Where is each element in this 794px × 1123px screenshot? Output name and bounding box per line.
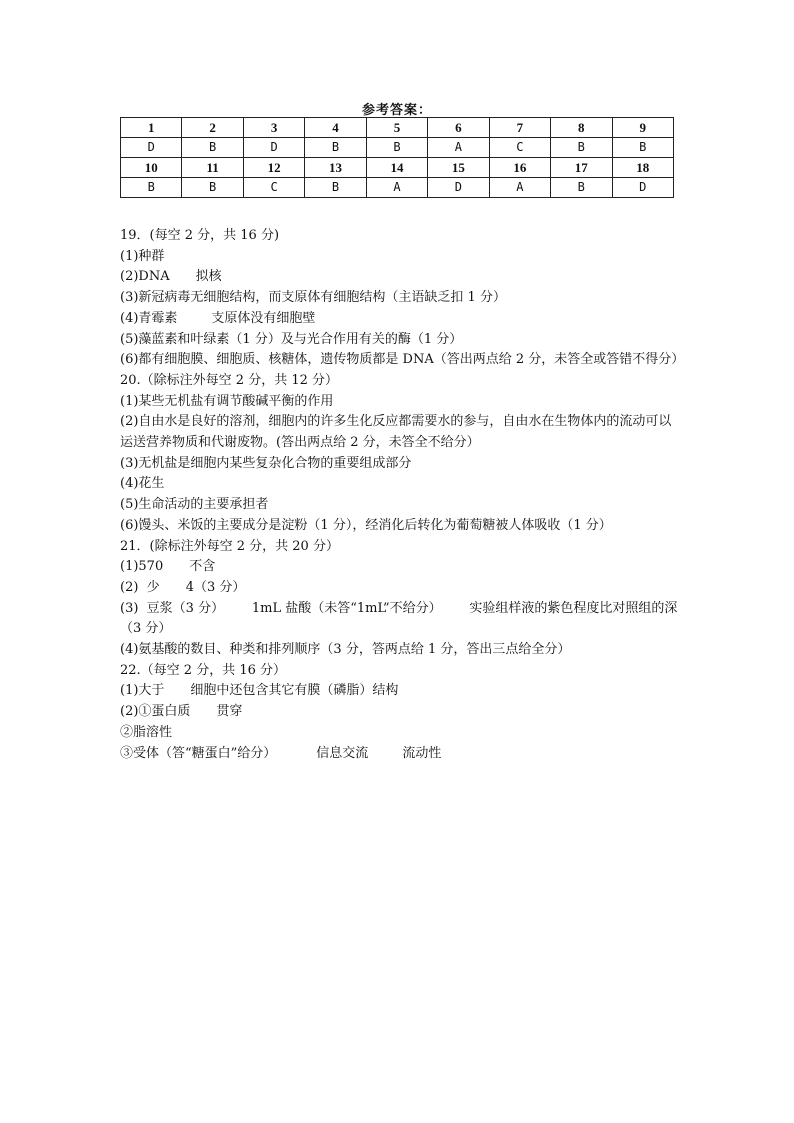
q22-answer-3b: 信息交流 xyxy=(316,745,369,761)
q21-answer-2 xyxy=(120,578,680,599)
answer-table-cell: 11 xyxy=(182,158,243,178)
q22-answer-3 xyxy=(120,744,680,765)
q22-answer-1b: 细胞中还包含其它有膜（磷脂）结构 xyxy=(190,683,399,699)
answer-table-cell: 18 xyxy=(612,158,674,178)
answer-table-cell: 2 xyxy=(182,118,243,138)
q20-answer-1: (1)某些无机盐有调节酸碱平衡的作用 xyxy=(120,393,334,409)
answer-table-cell: 3 xyxy=(243,118,304,138)
answer-table-cell: 15 xyxy=(428,158,489,178)
answer-body xyxy=(120,226,685,764)
answer-table-cell: 4 xyxy=(305,118,366,138)
q21-answer-2b: 4（3 分） xyxy=(185,579,246,595)
answer-table-cell: 5 xyxy=(366,118,427,138)
answer-table-cell: 16 xyxy=(489,158,550,178)
answer-table-cell: A xyxy=(366,178,427,198)
answer-table-cell: 7 xyxy=(489,118,550,138)
answer-table-cell: 13 xyxy=(305,158,366,178)
answer-table-cell: B xyxy=(612,138,674,158)
q22-answer-3c: 流动性 xyxy=(402,745,442,761)
answer-table-cell: C xyxy=(243,178,304,198)
answer-table-cell: D xyxy=(243,138,304,158)
q21-answer-3: (3) 豆浆（3 分） 1mL 盐酸（未答“1mL”不给分） 实验组样液的紫色程度比对照组的深（3 分） xyxy=(120,600,678,637)
q21-answer-4: (4)氨基酸的数目、种类和排列顺序（3 分，答两点给 1 分，答出三点给全分） xyxy=(120,642,571,658)
answer-table-cell: D xyxy=(428,178,489,198)
answer-table xyxy=(120,117,674,198)
q21-answer-1a: (1)570 xyxy=(120,559,164,575)
q20-answer-6: (6)馒头、米饭的主要成分是淀粉（1 分），经消化后转化为葡萄糖被人体吸收（1 分） xyxy=(120,517,612,533)
answer-table-cell: C xyxy=(489,138,550,158)
q22-answer-1 xyxy=(120,681,680,702)
q22-answer-2a: (2)①蛋白质 xyxy=(120,704,191,720)
answer-table-cell: A xyxy=(489,178,550,198)
q22-answer-2b: 贯穿 xyxy=(216,704,243,720)
q19-answer-5: (5)藻蓝素和叶绿素（1 分）及与光合作用有关的酶（1 分） xyxy=(120,331,463,347)
q22-answer-2 xyxy=(120,702,680,723)
q19-header: 19．(每空 2 分，共 16 分) xyxy=(120,228,280,243)
q19-answer-1: (1)种群 xyxy=(120,248,165,264)
q20-answer-5: (5)生命活动的主要承担者 xyxy=(120,497,269,513)
q20-answer-3: (3)无机盐是细胞内某些复杂化合物的重要组成部分 xyxy=(120,455,412,471)
answer-table-cell: 9 xyxy=(612,118,674,138)
answer-table-cell: B xyxy=(182,138,243,158)
answer-table-answer-row xyxy=(121,178,674,198)
q19-answer-2a: (2)DNA xyxy=(120,269,170,285)
answer-table-cell: 6 xyxy=(428,118,489,138)
answer-table-number-row xyxy=(121,158,674,178)
answer-table-cell: B xyxy=(121,178,182,198)
q21-answer-2a: (2) 少 xyxy=(120,579,160,595)
q19-answer-2b: 拟核 xyxy=(195,269,222,285)
q22-answer-2c: ②脂溶性 xyxy=(120,724,173,740)
answer-table-cell: B xyxy=(366,138,427,158)
q19-answer-4 xyxy=(120,309,680,330)
q20-answer-4: (4)花生 xyxy=(120,476,165,492)
q20-answer-2: (2)自由水是良好的溶剂，细胞内的许多生化反应都需要水的参与，自由水在生物体内的流动可以运送营养物质和代谢废物。(答出两点给 2 分，未答全不给分） xyxy=(120,414,672,451)
answer-table-cell: B xyxy=(305,178,366,198)
answer-table-cell: 17 xyxy=(551,158,612,178)
answer-table-cell: 10 xyxy=(121,158,182,178)
answer-table-cell: D xyxy=(612,178,674,198)
answer-table-cell: 12 xyxy=(243,158,304,178)
q21-header: 21．(除标注外每空 2 分，共 20 分） xyxy=(120,538,339,554)
answer-table-cell: 1 xyxy=(121,118,182,138)
answer-table-cell: B xyxy=(305,138,366,158)
q19-answer-2 xyxy=(120,267,680,288)
q22-answer-1a: (1)大于 xyxy=(120,683,165,699)
page-title: 参考答案： xyxy=(361,103,432,118)
q21-answer-1 xyxy=(120,557,680,578)
answer-table-cell: 8 xyxy=(551,118,612,138)
answer-table-cell: B xyxy=(182,178,243,198)
q21-answer-1b: 不含 xyxy=(189,559,216,575)
q22-header: 22.（每空 2 分，共 16 分） xyxy=(120,662,287,678)
q19-answer-3: (3)新冠病毒无细胞结构，而支原体有细胞结构（主语缺乏扣 1 分） xyxy=(120,290,506,306)
q20-header: 20.（除标注外每空 2 分，共 12 分） xyxy=(120,372,339,388)
q19-answer-4b: 支原体没有细胞壁 xyxy=(211,310,316,326)
answer-table-cell: D xyxy=(121,138,182,158)
answer-table-number-row xyxy=(121,118,674,138)
q19-answer-4a: (4)青霉素 xyxy=(120,310,178,326)
answer-table-answer-row xyxy=(121,138,674,158)
answer-table-cell: A xyxy=(428,138,489,158)
answer-table-cell: 14 xyxy=(366,158,427,178)
answer-table-cell: B xyxy=(551,138,612,158)
answer-table-cell: B xyxy=(551,178,612,198)
q19-answer-6: (6)都有细胞膜、细胞质、核糖体，遗传物质都是 DNA（答出两点给 2 分，未答全或答错不得分） xyxy=(120,352,685,368)
q22-answer-3a: ③受体（答“糖蛋白”给分） xyxy=(120,745,277,761)
